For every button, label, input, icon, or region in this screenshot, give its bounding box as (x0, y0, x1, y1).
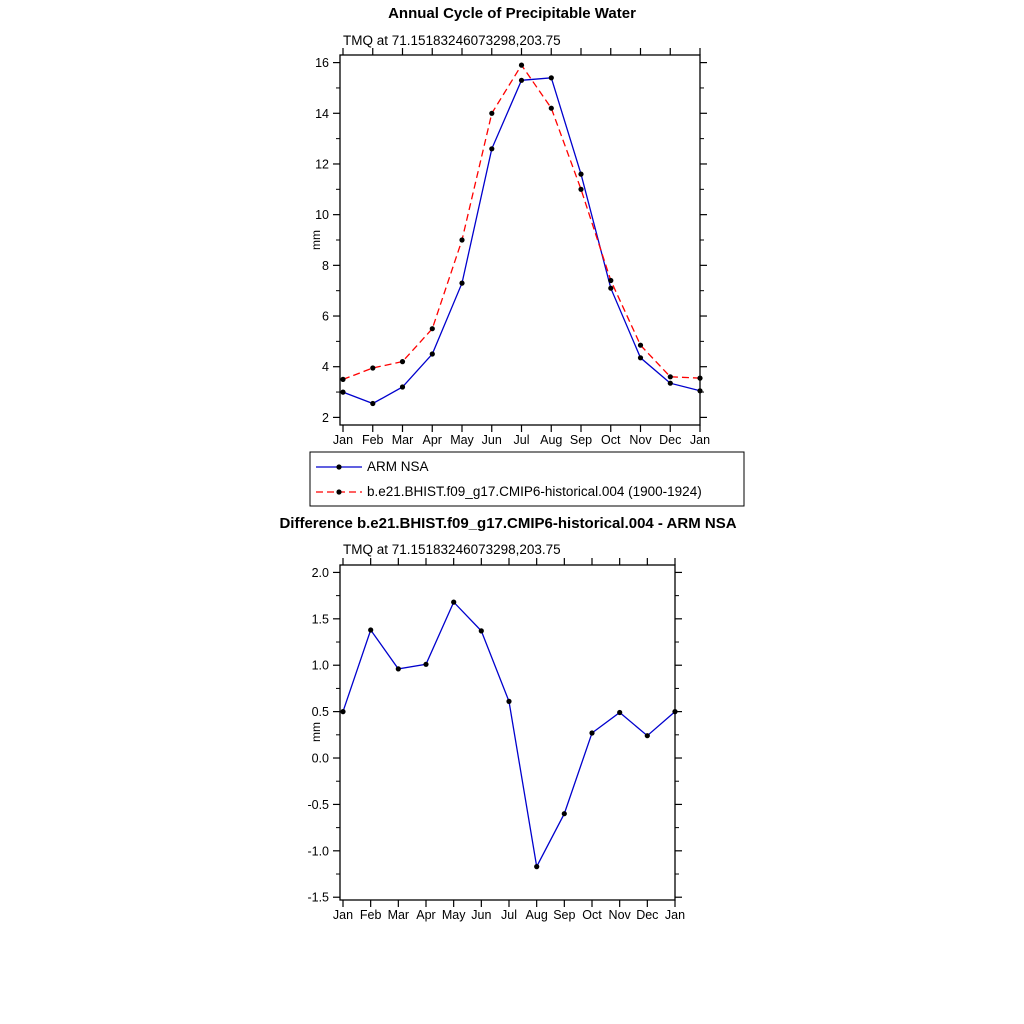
y-tick-label: 2.0 (311, 565, 329, 580)
data-line (343, 65, 700, 379)
chart2-title: Difference b.e21.BHIST.f09_g17.CMIP6-historical.004 - ARM NSA (279, 515, 737, 532)
data-point-marker (668, 374, 673, 379)
y-tick-label: -1.0 (307, 844, 329, 859)
chart1-y-axis-label: mm (309, 230, 323, 250)
chart2-subtitle: TMQ at 71.15183246073298,203.75 (343, 542, 561, 557)
x-tick-label: Dec (659, 433, 682, 447)
data-point-marker (549, 75, 554, 80)
data-point-marker (562, 811, 567, 816)
y-tick-label: 10 (315, 208, 329, 223)
plot-frame (340, 55, 700, 425)
data-point-marker (589, 730, 594, 735)
data-point-marker (506, 699, 511, 704)
x-tick-label: May (441, 908, 466, 922)
x-tick-label: Feb (359, 908, 382, 922)
data-point-marker (340, 709, 345, 714)
chart1-subtitle: TMQ at 71.15183246073298,203.75 (343, 33, 561, 48)
x-tick-label: Mar (391, 433, 414, 447)
data-point-marker (489, 111, 494, 116)
data-point-marker (697, 388, 702, 393)
chart1-legend (310, 452, 744, 506)
chart2-axes (307, 558, 685, 922)
y-tick-label: 8 (322, 258, 329, 273)
data-point-marker (549, 106, 554, 111)
data-point-marker (519, 78, 524, 83)
data-point-marker (617, 710, 622, 715)
data-point-marker (368, 627, 373, 632)
x-tick-label: Jun (471, 908, 492, 922)
chart1-axes (315, 48, 710, 447)
data-point-marker (534, 864, 539, 869)
y-tick-label: 1.5 (311, 612, 329, 627)
x-tick-label: Jun (481, 433, 502, 447)
x-tick-label: Jan (332, 908, 354, 922)
data-point-marker (668, 381, 673, 386)
x-tick-label: Jan (664, 908, 686, 922)
x-tick-label: Jul (513, 433, 530, 447)
x-tick-label: Sep (553, 908, 576, 922)
data-point-marker (459, 281, 464, 286)
legend-sample-marker (336, 489, 341, 494)
data-point-marker (340, 377, 345, 382)
chart2-y-axis-label: mm (309, 722, 323, 742)
chart1-title: Annual Cycle of Precipitable Water (388, 5, 636, 22)
y-tick-label: -0.5 (307, 797, 329, 812)
data-line (343, 78, 700, 404)
chart1-series (340, 63, 702, 407)
legend-label-model: b.e21.BHIST.f09_g17.CMIP6-historical.004 (1900-1924) (367, 484, 702, 499)
x-tick-label: Mar (387, 908, 410, 922)
x-tick-label: Feb (361, 433, 384, 447)
x-tick-label: Aug (540, 433, 563, 447)
x-tick-label: Jan (332, 433, 354, 447)
chart2-series (340, 600, 677, 870)
plot-frame (340, 565, 675, 900)
data-point-marker (400, 359, 405, 364)
data-point-marker (608, 286, 613, 291)
data-point-marker (430, 326, 435, 331)
legend-line-samples (316, 464, 362, 494)
data-point-marker (638, 343, 643, 348)
x-tick-label: Aug (525, 908, 548, 922)
y-tick-label: 14 (315, 106, 329, 121)
data-point-marker (423, 662, 428, 667)
y-tick-label: 2 (322, 410, 329, 425)
y-tick-label: 4 (322, 360, 329, 375)
data-point-marker (578, 187, 583, 192)
y-tick-label: 6 (322, 309, 329, 324)
data-point-marker (479, 628, 484, 633)
legend-sample-marker (336, 464, 341, 469)
data-point-marker (451, 600, 456, 605)
data-point-marker (459, 237, 464, 242)
data-point-marker (396, 666, 401, 671)
data-line (343, 602, 675, 867)
x-tick-label: Oct (582, 908, 602, 922)
y-tick-label: -1.5 (307, 890, 329, 905)
x-tick-label: Oct (601, 433, 621, 447)
x-tick-label: Apr (416, 908, 436, 922)
x-tick-label: Nov (629, 433, 652, 447)
data-point-marker (489, 146, 494, 151)
x-tick-label: Jul (501, 908, 517, 922)
data-point-marker (370, 365, 375, 370)
x-tick-label: Sep (569, 433, 593, 447)
x-tick-label: Dec (636, 908, 659, 922)
y-tick-label: 1.0 (311, 658, 329, 673)
data-point-marker (400, 384, 405, 389)
data-point-marker (672, 709, 677, 714)
y-tick-label: 0.5 (311, 705, 329, 720)
data-point-marker (638, 355, 643, 360)
data-point-marker (697, 376, 702, 381)
x-tick-label: Nov (608, 908, 631, 922)
x-tick-label: May (450, 433, 474, 447)
data-point-marker (608, 278, 613, 283)
x-tick-label: Apr (422, 433, 442, 447)
y-tick-label: 12 (315, 157, 329, 172)
y-tick-label: 0.0 (311, 751, 329, 766)
data-point-marker (578, 172, 583, 177)
data-point-marker (645, 733, 650, 738)
data-point-marker (430, 351, 435, 356)
data-point-marker (340, 390, 345, 395)
legend-label-arm-nsa: ARM NSA (367, 459, 429, 474)
x-tick-label: Jan (689, 433, 711, 447)
data-point-marker (519, 63, 524, 68)
data-point-marker (370, 401, 375, 406)
y-tick-label: 16 (315, 56, 329, 71)
